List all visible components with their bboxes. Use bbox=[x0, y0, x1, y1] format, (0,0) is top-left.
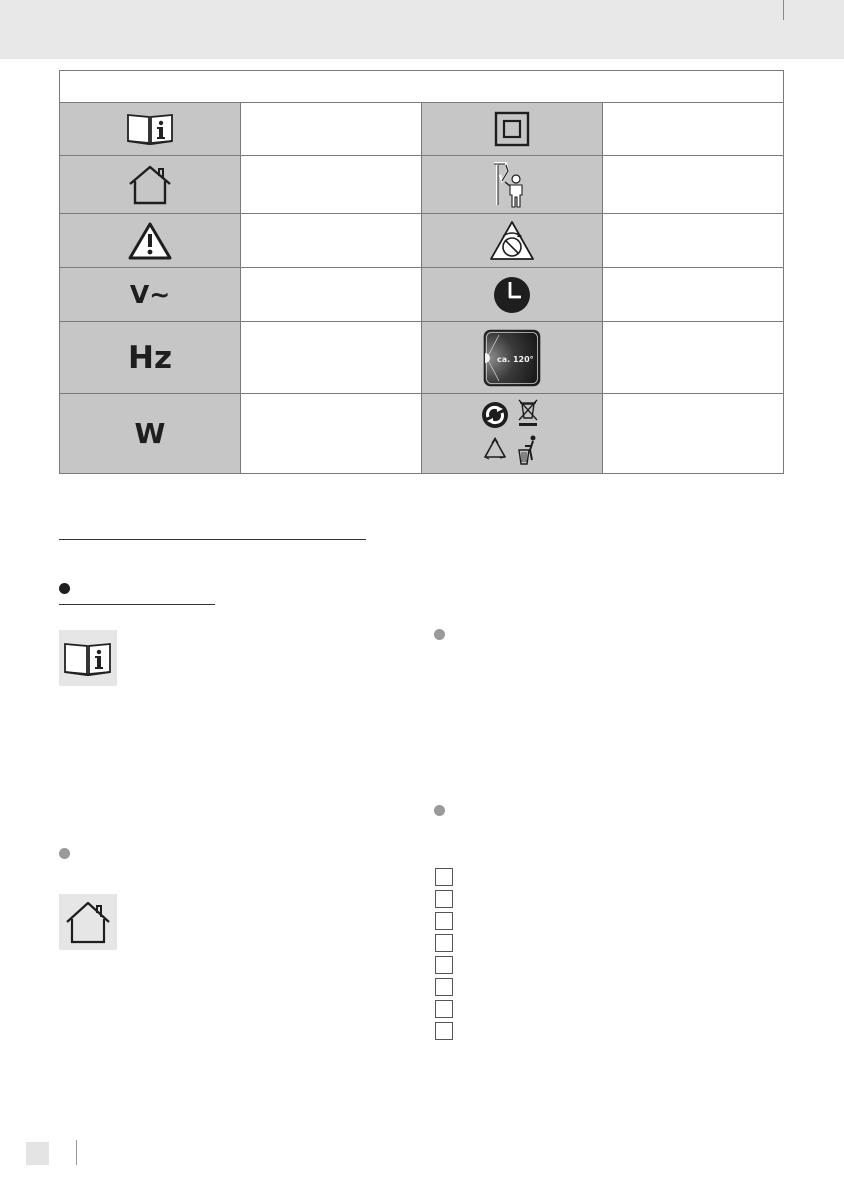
tidyman-icon bbox=[519, 435, 536, 464]
legend-text-cell bbox=[241, 322, 422, 394]
legend-row bbox=[60, 322, 784, 394]
legend-text-cell bbox=[241, 394, 422, 474]
not-for-children-icon bbox=[492, 161, 532, 209]
legend-icon-cell bbox=[422, 394, 603, 474]
legend-header-row bbox=[60, 71, 784, 103]
read-manual-box bbox=[59, 630, 117, 686]
footer-divider bbox=[76, 1140, 77, 1165]
legend-row bbox=[60, 103, 784, 156]
green-dot-icon bbox=[482, 402, 508, 428]
section-bullet bbox=[434, 805, 445, 816]
timer-clock-icon bbox=[491, 274, 533, 316]
hertz-icon: Hz bbox=[128, 339, 172, 376]
legend-icon-cell bbox=[60, 322, 241, 394]
parts-checkbox[interactable] bbox=[435, 868, 453, 886]
beam-angle-label: ca. 120° bbox=[497, 354, 534, 364]
volt-ac-icon: V~ bbox=[129, 280, 171, 309]
parts-checkbox[interactable] bbox=[435, 956, 453, 974]
protection-class-ii-icon bbox=[492, 109, 532, 149]
indoor-use-house-icon bbox=[59, 894, 117, 950]
legend-icon-cell bbox=[60, 103, 241, 156]
parts-checkbox[interactable] bbox=[435, 934, 453, 952]
legend-text-cell bbox=[241, 268, 422, 322]
parts-checkbox[interactable] bbox=[435, 1022, 453, 1040]
legend-text-cell bbox=[241, 214, 422, 268]
legend-icon-cell bbox=[422, 214, 603, 268]
page-number-box bbox=[26, 1142, 49, 1165]
legend-text-cell bbox=[603, 103, 784, 156]
legend-text-cell bbox=[241, 103, 422, 156]
read-manual-info-icon bbox=[59, 630, 117, 686]
legend-row bbox=[60, 214, 784, 268]
beam-angle-icon bbox=[483, 329, 541, 387]
legend-icon-cell bbox=[422, 103, 603, 156]
legend-icon-cell bbox=[422, 268, 603, 322]
page-header-bar bbox=[0, 0, 844, 59]
warning-triangle-icon bbox=[127, 221, 173, 261]
legend-row bbox=[60, 156, 784, 214]
indoor-use-house-icon bbox=[125, 163, 175, 207]
section-bullet bbox=[59, 848, 70, 859]
indoor-use-box bbox=[59, 894, 117, 950]
crop-mark bbox=[783, 0, 784, 20]
parts-checkbox[interactable] bbox=[435, 912, 453, 930]
section-bullet bbox=[59, 583, 70, 594]
parts-checkbox[interactable] bbox=[435, 978, 453, 996]
legend-icon-cell bbox=[60, 268, 241, 322]
legend-icon-cell bbox=[422, 156, 603, 214]
legend-icon-cell bbox=[60, 214, 241, 268]
watt-icon: W bbox=[134, 417, 166, 450]
parts-checkbox[interactable] bbox=[435, 890, 453, 908]
section-underline bbox=[59, 539, 366, 540]
legend-row bbox=[60, 394, 784, 474]
legend-icon-cell bbox=[422, 322, 603, 394]
recycling-triangle-icon bbox=[485, 438, 505, 459]
legend-icon-cell bbox=[60, 156, 241, 214]
symbol-legend-table bbox=[59, 70, 784, 474]
section-bullet bbox=[434, 629, 445, 640]
disposal-recycling-icons bbox=[481, 398, 543, 470]
legend-text-cell bbox=[603, 214, 784, 268]
subsection-underline bbox=[59, 604, 215, 605]
legend-text-cell bbox=[603, 156, 784, 214]
legend-row bbox=[60, 268, 784, 322]
legend-text-cell bbox=[603, 394, 784, 474]
do-not-look-into-light-icon bbox=[489, 220, 535, 262]
legend-icon-cell bbox=[60, 394, 241, 474]
read-manual-info-icon bbox=[125, 111, 175, 147]
legend-text-cell bbox=[241, 156, 422, 214]
legend-text-cell bbox=[603, 268, 784, 322]
parts-checkbox[interactable] bbox=[435, 1000, 453, 1018]
legend-text-cell bbox=[603, 322, 784, 394]
crossed-bin-icon bbox=[519, 400, 537, 426]
